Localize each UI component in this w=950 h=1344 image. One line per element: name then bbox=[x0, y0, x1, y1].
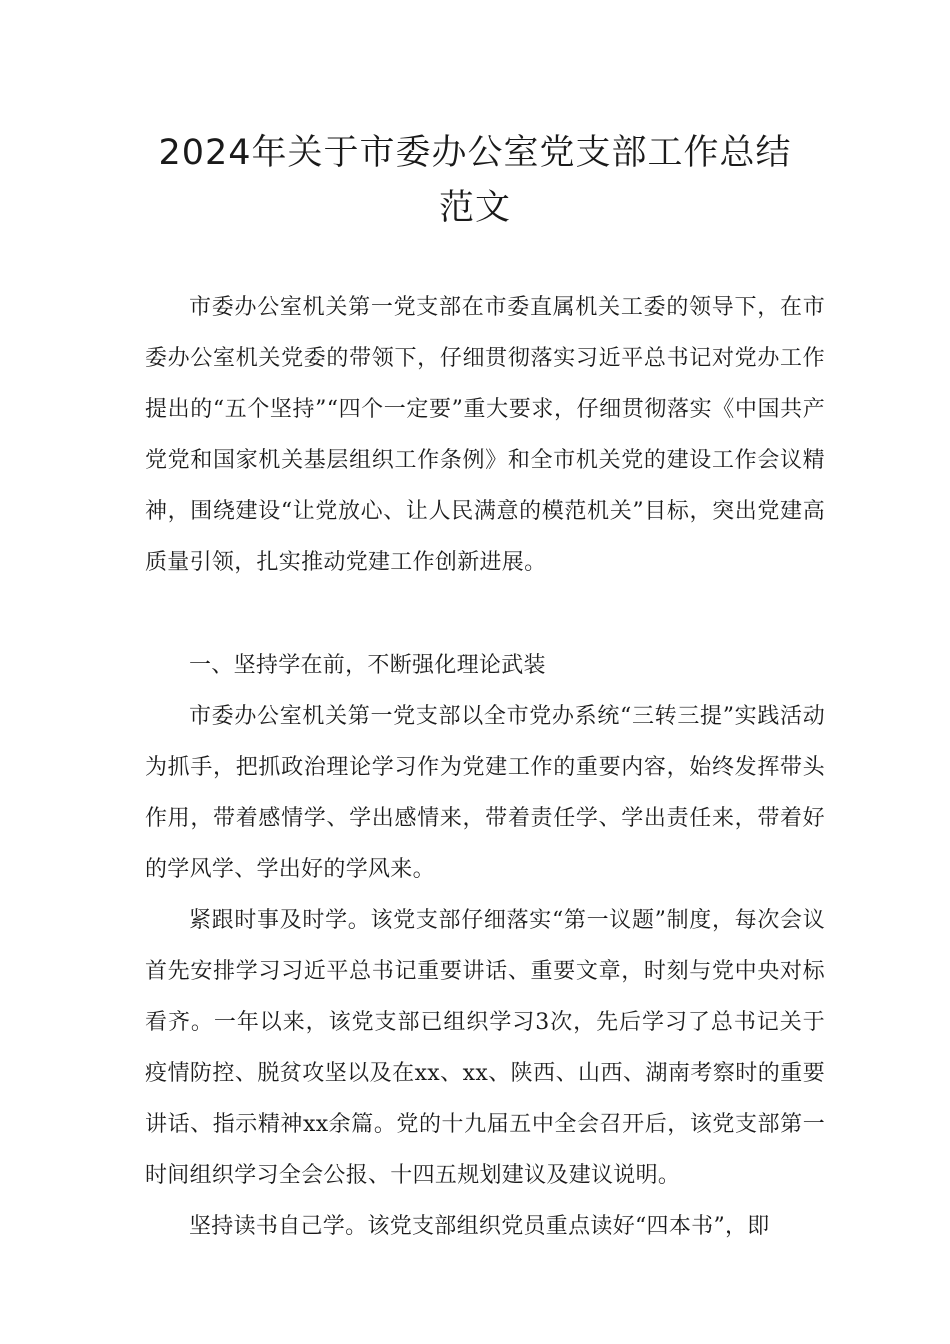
paragraph-spacer bbox=[145, 588, 825, 640]
section-paragraph-1: 市委办公室机关第一党支部以全市党办系统“三转三提”实践活动为抓手，把抓政治理论学习作为党建工作的重要内容，始终发挥带头作用，带着感情学、学出感情来，带着责任学、学出责任来，带着好的学风学、学出好的学风来。 bbox=[145, 704, 825, 882]
document-body bbox=[145, 282, 825, 1252]
section-paragraph-2: 紧跟时事及时学。该党支部仔细落实“第一议题”制度，每次会议首先安排学习习近平总书记重要讲话、重要文章，时刻与党中央对标看齐。一年以来，该党支部已组织学习3次，先后学习了总书记关于疫情防控、脱贫攻坚以及在xx、xx、陕西、山西、湖南考察时的重要讲话、指示精神xx余篇。党的十九届五中全会召开后，该党支部第一时间组织学习全会公报、十四五规划建议及建议说明。 bbox=[145, 908, 825, 1188]
section-heading: 一、坚持学在前，不断强化理论武装 bbox=[189, 653, 546, 678]
title-line-1: 2024年关于市委办公室党支部工作总结 bbox=[158, 133, 792, 173]
title-line-2: 范文 bbox=[438, 188, 511, 228]
intro-paragraph: 市委办公室机关第一党支部在市委直属机关工委的领导下，在市委办公室机关党委的带领下，仔细贯彻落实习近平总书记对党办工作提出的“五个坚持”“四个一定要”重大要求，仔细贯彻落实《中国共产党党和国家机关基层组织工作条例》和全市机关党的建设工作会议精神，围绕建设“让党放心、让人民满意的模范机关”目标，突出党建高质量引领，扎实推动党建工作创新进展。 bbox=[145, 295, 825, 575]
section-paragraph-3: 坚持读书自己学。该党支部组织党员重点读好“四本书”，即 bbox=[189, 1214, 770, 1239]
document-title bbox=[100, 126, 850, 236]
